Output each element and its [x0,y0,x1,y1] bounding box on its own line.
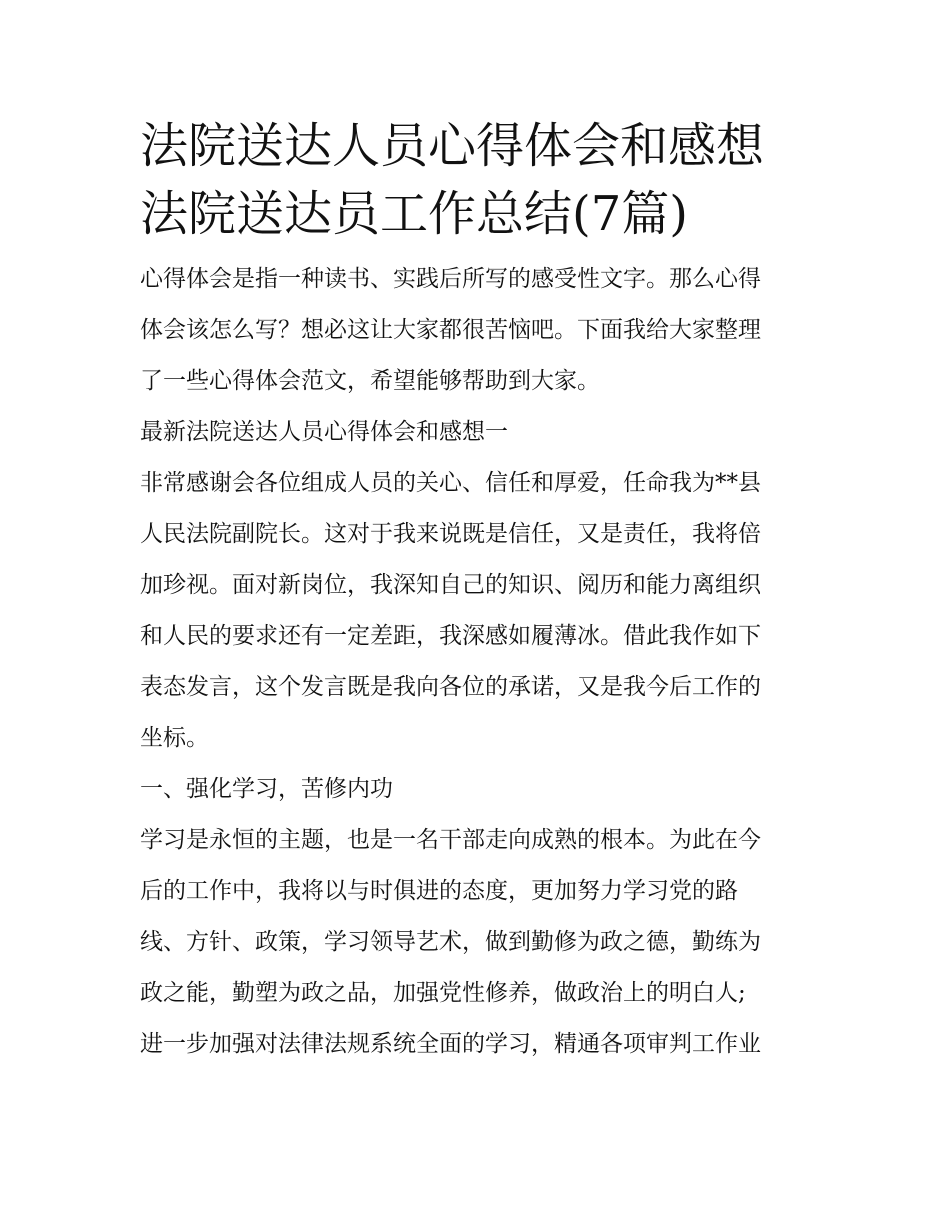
document-content [140,112,812,1070]
section-heading [140,407,812,458]
text-line: 加珍视。面对新岗位，我深知自己的知识、阅历和能力离组织 [140,572,761,598]
title-line: 法院送达员工作总结(7篇) [140,186,688,242]
text-line: 学习是永恒的主题，也是一名干部走向成熟的根本。为此在今 [140,827,761,853]
document-title [140,112,812,248]
text-line: 后的工作中，我将以与时俱进的态度，更加努力学习党的路 [140,878,738,904]
text-line: 政之能，勤塑为政之品，加强党性修养，做政治上的明白人; [140,980,746,1006]
text-line: 和人民的要求还有一定差距，我深感如履薄冰。借此我作如下 [140,623,761,649]
text-line: 一、强化学习，苦修内功 [140,776,393,802]
subsection-heading [140,764,812,815]
title-line: 法院送达人员心得体会和感想 [140,118,765,174]
text-line: 体会该怎么写？想必这让大家都很苦恼吧。下面我给大家整理 [140,317,761,343]
text-line: 表态发言，这个发言既是我向各位的承诺，又是我今后工作的 [140,674,761,700]
text-line: 线、方针、政策，学习领导艺术，做到勤修为政之德，勤练为 [140,929,761,955]
document-body [140,254,812,1070]
text-line: 人民法院副院长。这对于我来说既是信任，又是责任，我将倍 [140,521,761,547]
text-line: 非常感谢会各位组成人员的关心、信任和厚爱，任命我为**县 [140,470,761,496]
body-paragraph [140,815,812,1070]
text-line: 心得体会是指一种读书、实践后所写的感受性文字。那么心得 [140,266,761,292]
body-paragraph [140,458,812,764]
intro-paragraph [140,254,812,407]
text-line: 进一步加强对法律法规系统全面的学习，精通各项审判工作业 [140,1031,761,1057]
text-line: 了一些心得体会范文，希望能够帮助到大家。 [140,368,600,394]
text-line: 最新法院送达人员心得体会和感想一 [140,419,508,445]
text-line: 坐标。 [140,725,209,751]
